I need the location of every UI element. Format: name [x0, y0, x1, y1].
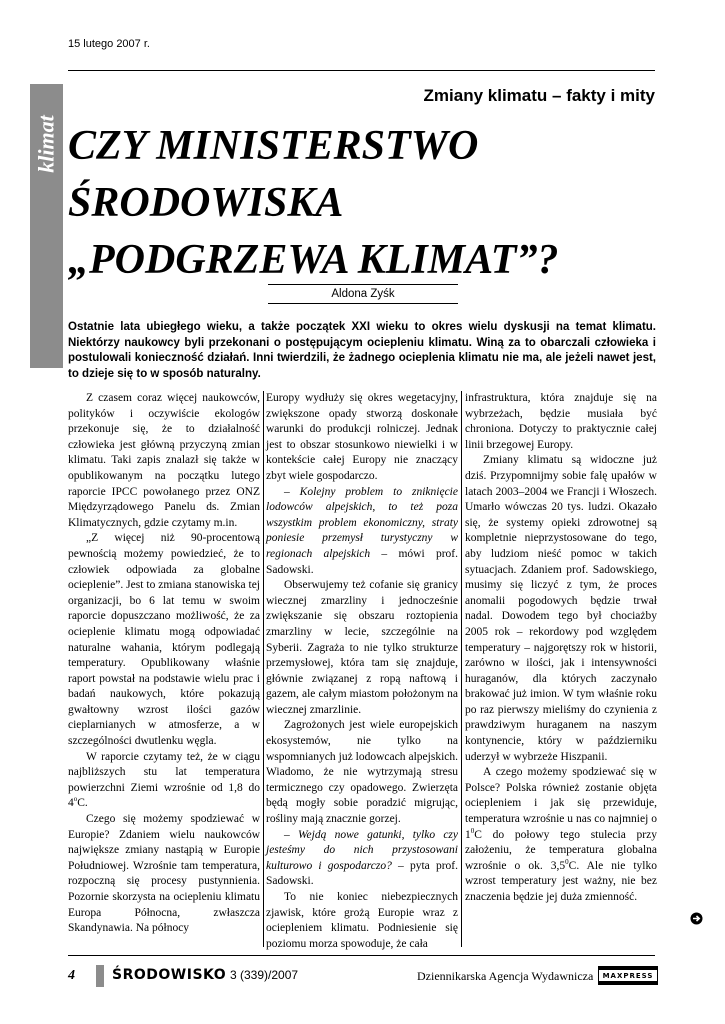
publisher-logo: [598, 966, 658, 985]
top-rule: [68, 70, 655, 71]
paragraph: To nie koniec niebezpiecznych zjawisk, które grożą Europie wraz z ociepleniem klimatu. Podniesienie się poziomu morza spowoduje, że cała: [266, 891, 458, 950]
author-byline: Aldona Zyśk: [268, 284, 458, 304]
issue-number: 3 (339)/2007: [230, 968, 299, 982]
paragraph: Europy wydłuży się okres wegetacyjny, zwiększone opady stworzą doskonałe warunki do produkcji rolniczej. Jednak jest to obszar stosunkowo niewielki i w kontekście całej Europy nie znaczący zbyt wiele gospodarczo.: [266, 392, 458, 482]
continue-arrow-icon: [690, 912, 703, 925]
text-column-1: [68, 391, 260, 937]
logo-text: MAXPRESS: [602, 971, 654, 980]
title-line: CZY MINISTERSTWO: [68, 123, 479, 169]
column-divider: [461, 391, 462, 947]
footer-accent-bar: [96, 965, 104, 987]
quote-paragraph: – Wejdą nowe gatunki, tylko czy jesteśmy do nich przystosowani kulturowo i gospodarczo? – pyta prof. Sadowski.: [266, 828, 458, 888]
paragraph: W raporcie czytamy też, że w ciągu najbliższych stu lat temperatura powierzchni Ziemi wzrośnie od 1,8 do 4$^o$C.: [68, 750, 260, 810]
paragraph: Obserwujemy też cofanie się granicy wiecznej zmarzliny i jednocześnie zwiększanie się obszaru roztopienia zmarzliny w lecie, szczególnie na Syberii. Zagraża to nie tylko strukturze przemysłowej, która tam się znajduje, głównie związanej z ropą naftową i gazem, ale całym miastom położonym na wiecznej zmarzlinie.: [266, 579, 458, 716]
sidebar-label: klimat: [33, 115, 59, 173]
paragraph: infrastruktura, która znajduje się na wybrzeżach, będzie musiała być chroniona. Dotyczy to praktycznie całej linii brzegowej Europy.: [465, 392, 657, 451]
paragraph: Z czasem coraz więcej naukowców, polityków i oczywiście ekologów przekonuje się, że to działalność człowieka jest główną przyczyną zmian klimatu. Taki zapis znalazł się także w opublikowanym na początku lutego raporcie IPCC powołanego przez ONZ Międzyrządowego Panelu ds. Zmian Klimatycznych, gdzie czytamy m.in.: [68, 392, 260, 529]
quote-paragraph: – Kolejny problem to zniknięcie lodowców alpejskich, to też poza wszystkim problem ekonomiczny, straty poniesie przemysł turystyczny w regionach alpejskich – mówi prof. Sadowski.: [266, 485, 458, 576]
text-column-2: [266, 391, 458, 952]
title-line: ŚRODOWISKA: [68, 180, 344, 226]
article-lead: Ostatnie lata ubiegłego wieku, a także początek XXI wieku to okres wielu dyskusji na temat klimatu. Niektórzy naukowcy byli przekonani o postępującym ociepleniu klimatu. Winą za to obarczali człowieka i postulowali konieczność działań. Inni twierdzili, że żadnego ocieplenia klimatu nie ma, ale jeżeli nawet jest, to dzieje się to w sposób naturalny.: [68, 321, 656, 380]
title-line: „PODGRZEWA KLIMAT”?: [68, 237, 559, 283]
column-divider: [263, 391, 264, 947]
paragraph: Zagrożonych jest wiele europejskich ekosystemów, nie tylko na wspomnianych już lodowcach alpejskich. Wiadomo, że nie wytrzymają stresu termicznego czy opadowego. Zwierzęta będą mogły sobie poradzić migrując, rośliny mają znacznie gorzej.: [266, 719, 458, 826]
paragraph: „Z więcej niż 90-procentową pewnością możemy powiedzieć, że to człowiek odpowiada za globalne ocieplenie”. Jest to zmiana stanowiska tej organizacji, bo 6 lat temu w swoim raporcie dopuszczano możliwość, że za ocieplenie klimatu mogą odpowiadać naturalne wahania, którym podlegają temperatury. Opublikowany właśnie raport powstał na podstawie wielu prac i badań naukowych, które pokazują gwałtowny wzrost ilości gazów cieplarnianych w atmosferze, a w szczególności dwutlenku węgla.: [68, 532, 260, 748]
section-title: Zmiany klimatu – fakty i mity: [423, 86, 655, 105]
page-number: 4: [68, 968, 75, 983]
magazine-name: ŚRODOWISKO: [112, 967, 227, 983]
paragraph: Czego się możemy spodziewać w Europie? Zdaniem wielu naukowców największe zmiany nastąpią w Europie Południowej. Wzrośnie tam temperatura, rozpoczną się procesy pustynnienia. Pozornie skorzysta na ociepleniu klimatu Europa Północna, zwłaszcza Skandynawia. Na północy: [68, 813, 260, 935]
article-title: [68, 118, 658, 289]
bottom-rule: [68, 955, 655, 956]
section-sidebar: [30, 84, 63, 368]
paragraph: Zmiany klimatu są widoczne już dziś. Przypomnijmy sobie falę upałów w latach 2003–2004 we Francji i Włoszech. Umarło wówczas 20 tys. ludzi. Okazało się, że systemy opieki zdrowotnej są kompletnie nieprzystosowane do tego, aby ludziom nieść pomoc w takich sytuacjach. Zdaniem prof. Sadowskiego, musimy się liczyć z tym, że proces anomalii pogodowych będzie trwał nadal. Dowodem tego był chociażby 2005 rok – rekordowy pod względem temperatury – najgorętszy rok w historii, zarówno w ilości, jak i intensywności huraganów, dla których zaczynało brakować już imion. W tym właśnie roku po raz pierwszy mieliśmy do czynienia z prawdziwym huraganem na naszym kontynencie, który w październiku uderzył w wybrzeże Hiszpanii.: [465, 454, 657, 763]
text-column-3: [465, 391, 657, 906]
issue-date: 15 lutego 2007 r.: [68, 38, 150, 50]
paragraph: A czego możemy spodziewać się w Polsce? Polska również zostanie objęta ociepleniem i jak się przewiduje, temperatura wzrośnie u nas co najmniej o $1^0C$ do połowy tego stulecia przy założeniu, że temperatura globalna wzrośnie o ok. $3,5^0C$. Ale nie tylko wzrost temperatury jest ważny, nie bez znaczenia będzie jej duża zmienność.: [465, 766, 657, 903]
publisher-name: Dziennikarska Agencja Wydawnicza: [417, 969, 594, 983]
